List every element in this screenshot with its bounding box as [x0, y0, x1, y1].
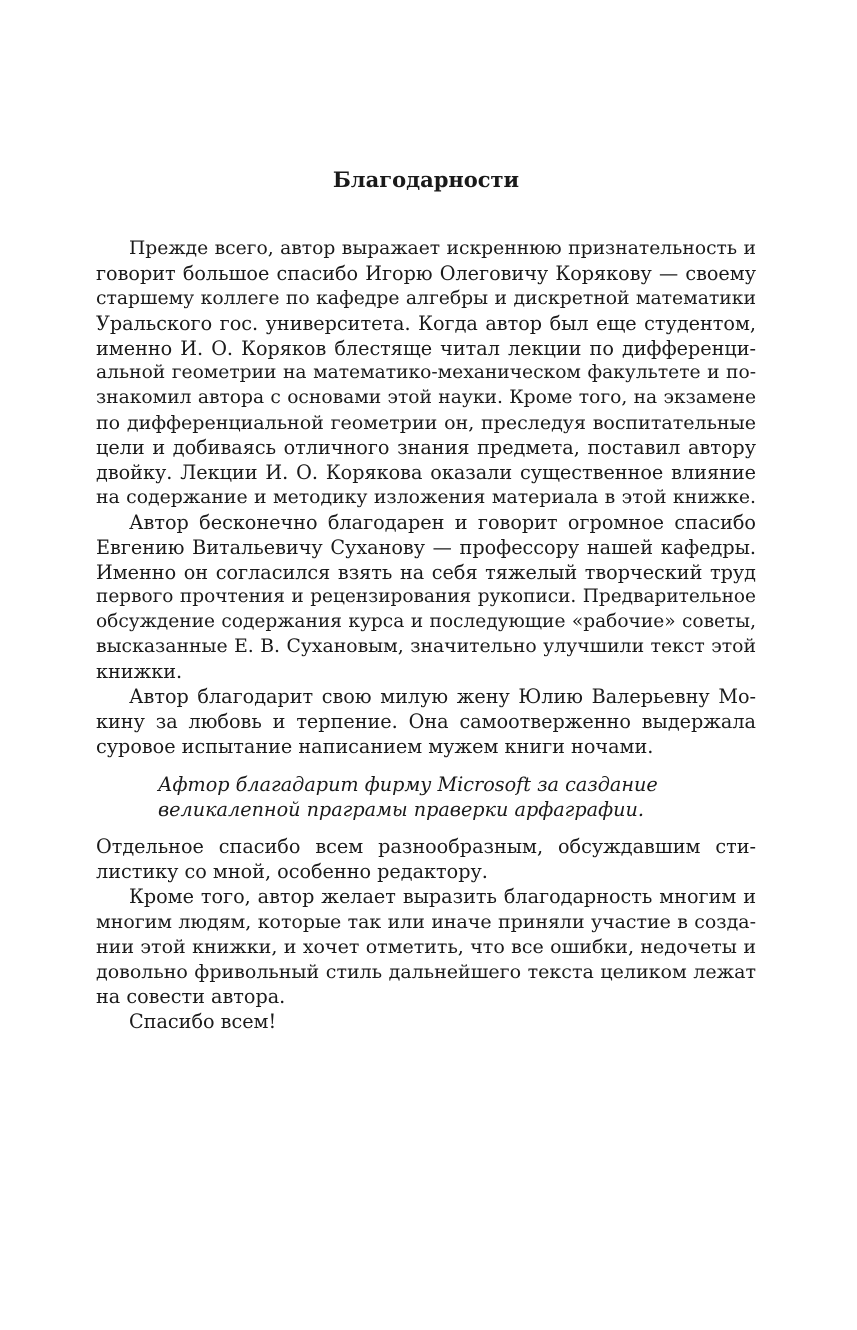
text-line: суровое испытание написанием мужем книги ночами.: [96, 734, 654, 758]
text-line: высказанные Е. В. Сухановым, значительно улучшили текст этой: [96, 636, 756, 658]
paragraph-6: [96, 1010, 756, 1035]
paragraph-2: [96, 511, 756, 685]
text-line: Отдельное спасибо всем разнообразным, обсуждавшим сти-: [96, 835, 756, 859]
text-line: первого прочтения и рецензирования рукописи. Предварительное: [96, 586, 756, 608]
paragraph-4: [96, 835, 756, 885]
text-line: Автор благодарит свою милую жену Юлию Валерьевну Мо-: [129, 685, 756, 709]
spacer: [96, 760, 756, 773]
text-line: Кроме того, автор желает выразить благодарность многим и: [129, 885, 756, 909]
text-line: говорит большое спасибо Игорю Олеговичу Корякову — своему: [96, 261, 756, 285]
text-line: Уральского гос. университета. Когда автор был еще студентом,: [96, 311, 756, 335]
text-line: многим людям, которые так или иначе приняли участие в созда-: [96, 911, 756, 934]
text-line: Евгению Витальевичу Суханову — профессору нашей кафедры.: [96, 535, 756, 559]
text-line: по дифференциальной геометрии он, преследуя воспитательные: [96, 412, 756, 435]
page-title: Благодарности: [332, 167, 520, 192]
text-line: Спасибо всем!: [129, 1009, 277, 1033]
text-line: на содержание и методику изложения материала в этой книжке.: [96, 486, 756, 508]
text-line: цели и добиваясь отличного знания предмета, поставил автору: [96, 436, 756, 460]
text-line: именно И. О. Коряков блестяще читал лекции по дифференци-: [96, 336, 756, 360]
quote-line: великалепной праграмы праверки арфаграфии.: [158, 797, 644, 821]
text-line: довольно фривольный стиль дальнейшего текста целиком лежат: [96, 960, 756, 983]
text-line: двойку. Лекции И. О. Корякова оказали существенное влияние: [96, 461, 756, 485]
text-line: нии этой книжки, и хочет отметить, что все ошибки, недочеты и: [96, 936, 756, 959]
text-line: на совести автора.: [96, 984, 286, 1008]
text-line: Именно он согласился взять на себя тяжелый творческий труд: [96, 560, 756, 584]
text-line: Прежде всего, автор выражает искреннюю признательность и: [129, 238, 756, 259]
body-text: [96, 237, 756, 1035]
paragraph-3: [96, 685, 756, 760]
text-line: кину за любовь и терпение. Она самоотверженно выдержала: [96, 709, 756, 733]
quote-line: Афтор благадарит фирму Microsoft за саздание: [158, 772, 658, 796]
text-line: обсуждение содержания курса и последующие «рабочие» советы,: [96, 611, 756, 633]
text-line: старшему коллеге по кафедре алгебры и дискретной математики: [96, 287, 756, 309]
spacer: [96, 822, 756, 835]
text-line: знакомил автора с основами этой науки. Кроме того, на экзамене: [96, 387, 756, 409]
text-line: Автор бесконечно благодарен и говорит огромное спасибо: [129, 510, 756, 534]
paragraph-1: [96, 237, 756, 511]
text-line: книжки.: [96, 660, 183, 684]
epigraph-quote: [96, 773, 756, 823]
paragraph-5: [96, 885, 756, 1009]
text-line: альной геометрии на математико-механическом факультете и по-: [96, 362, 756, 384]
text-line: листику со мной, особенно редактору.: [96, 860, 488, 884]
